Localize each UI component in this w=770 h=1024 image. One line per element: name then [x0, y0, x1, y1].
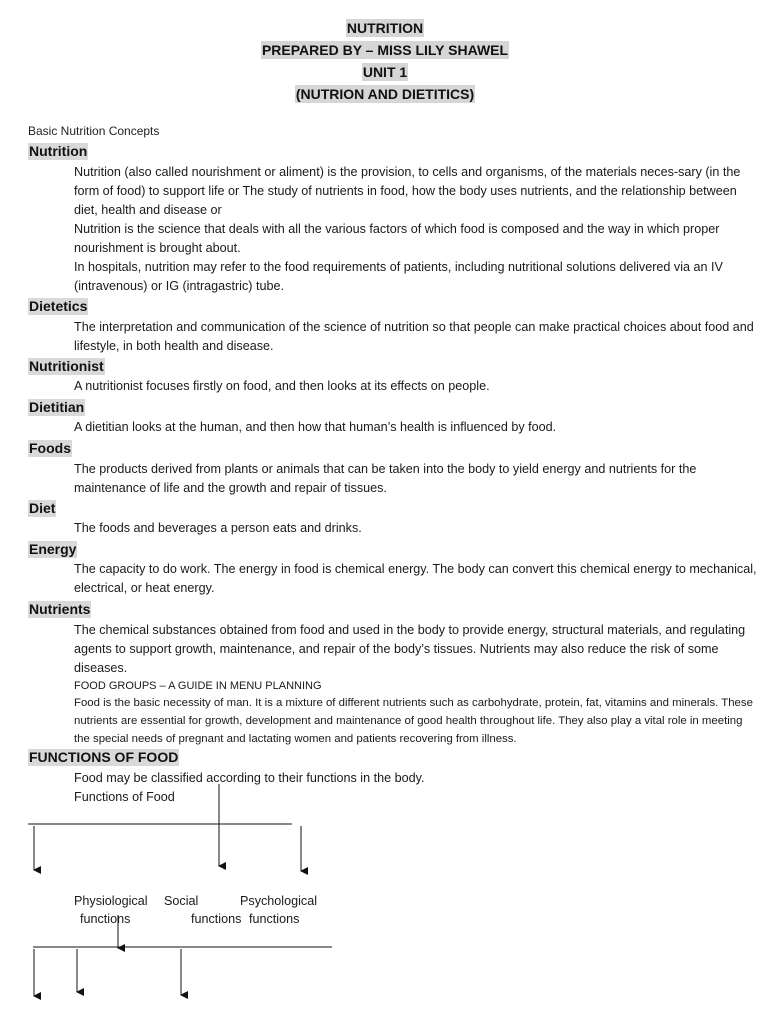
- nutrition-definition: Nutrition (also called nourishment or aliment) is the provision, to cells and organisms, of the materials neces-sary (in the form of food) to support life or The study of nutrients in food, how the body uses nutrients, and the relationship between diet, health and disease or: [74, 165, 741, 217]
- diet-definition: The foods and beverages a person eats and drinks.: [74, 521, 362, 535]
- heading-functions-of-food: FUNCTIONS OF FOOD: [29, 749, 179, 765]
- heading-nutrition: Nutrition: [29, 143, 88, 159]
- document-title-block: [0, 19, 770, 107]
- foods-definition: The products derived from plants or animals that can be taken into the body to yield energy and nutrients for the maintenance of life and the growth and repair of tissues.: [74, 462, 697, 495]
- heading-nutrients: Nutrients: [29, 601, 91, 617]
- heading-dietetics: Dietetics: [29, 298, 88, 314]
- heading-dietitian: Dietitian: [29, 399, 85, 415]
- title-subject: (NUTRION AND DIETITICS): [295, 86, 475, 102]
- label-psychological-functions: functions: [249, 912, 300, 926]
- heading-energy: Energy: [29, 541, 77, 557]
- dietitian-definition: A dietitian looks at the human, and then how that human’s health is influenced by food.: [74, 420, 557, 434]
- title-prepared-by: PREPARED BY – MISS LILY SHAWEL: [261, 42, 509, 58]
- intro-label: Basic Nutrition Concepts: [28, 124, 160, 138]
- title-nutrition: NUTRITION: [346, 20, 424, 36]
- heading-nutritionist: Nutritionist: [29, 358, 104, 374]
- heading-foods: Foods: [29, 440, 71, 456]
- label-social: Social: [164, 894, 199, 908]
- label-physiological-functions: functions: [80, 912, 131, 926]
- heading-diet: Diet: [29, 500, 56, 516]
- label-social-functions: functions: [191, 912, 242, 926]
- title-unit: UNIT 1: [362, 64, 408, 80]
- functions-diagram-title: Functions of Food: [74, 790, 175, 804]
- nutrition-science: Nutrition is the science that deals with all the various factors of which food is composed and the way in which proper nourishment is brought about.: [74, 222, 720, 255]
- food-groups-paragraph: Food is the basic necessity of man. It is a mixture of different nutrients such as carbohydrate, protein, fat, vitamins and minerals. These nutrients are essential for growth, development and maintenance of good health throughout life. They also play a vital role in meeting the special needs of pregnant and lactating women and patients recovering from illness.: [74, 697, 753, 745]
- functions-intro: Food may be classified according to their functions in the body.: [74, 771, 425, 785]
- energy-definition: The capacity to do work. The energy in food is chemical energy. The body can convert this chemical energy to mechanical, electrical, or heat energy.: [74, 562, 757, 595]
- nutrition-hospitals: In hospitals, nutrition may refer to the food requirements of patients, including nutritional solutions delivered via an IV (intravenous) or IG (intragastric) tube.: [74, 260, 723, 293]
- nutritionist-definition: A nutritionist focuses firstly on food, and then looks at its effects on people.: [74, 379, 490, 393]
- nutrients-definition: The chemical substances obtained from food and used in the body to provide energy, structural materials, and regulating agents to support growth, maintenance, and repair of the body’s tissues. Nutrients may also reduce the risk of some diseases.: [74, 623, 746, 675]
- food-groups-label: FOOD GROUPS – A GUIDE IN MENU PLANNING: [74, 680, 322, 692]
- label-physiological: Physiological: [74, 894, 148, 908]
- label-psychological: Psychological: [240, 894, 318, 908]
- dietetics-definition: The interpretation and communication of the science of nutrition so that people can make practical choices about food and lifestyle, in both health and disease.: [74, 320, 754, 353]
